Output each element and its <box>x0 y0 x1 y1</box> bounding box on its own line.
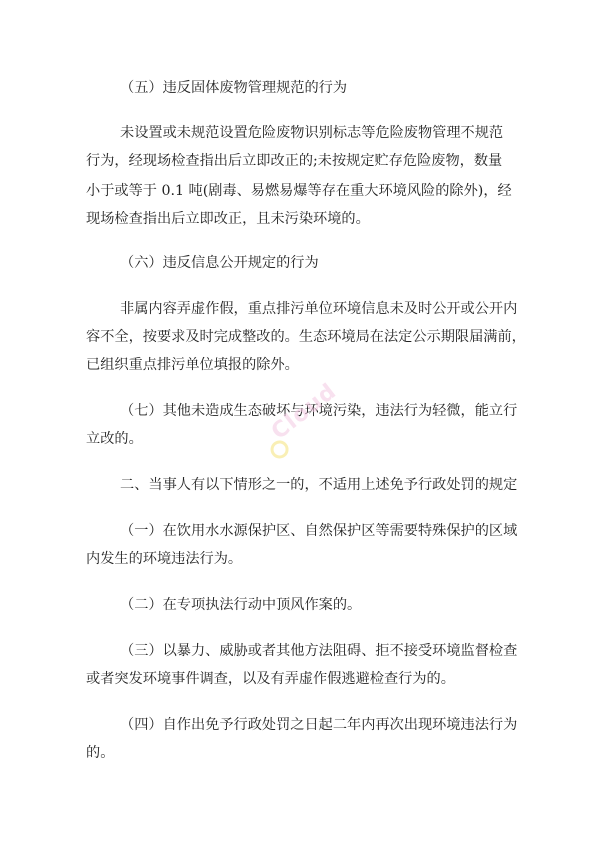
section-heading-5: （五）违反固体废物管理规范的行为 <box>120 80 348 96</box>
paragraph-line: 未设置或未规范设置危险废物识别标志等危险废物管理不规范 <box>120 125 504 141</box>
paragraph-line: 小于或等于 0.1 吨(剧毒、易燃易爆等存在重大环境风险的除外)，经 <box>86 183 512 199</box>
paragraph-line: 现场检查指出后立即改正，且未污染环境的。 <box>86 211 370 227</box>
paragraph-line: 非属内容弄虚作假，重点排污单位环境信息未及时公开或公开内 <box>120 301 518 317</box>
paragraph-line: （四）自作出免予行政处罚之日起二年内再次出现环境违法行为 <box>120 717 518 733</box>
paragraph-line: 已组织重点排污单位填报的除外。 <box>86 357 299 373</box>
paragraph-line: （一）在饮用水水源保护区、自然保护区等需要特殊保护的区域 <box>120 523 518 539</box>
paragraph-line: 行为，经现场检查指出后立即改正的;未按规定贮存危险废物，数量 <box>86 153 503 169</box>
paragraph-line: 或者突发环境事件调查，以及有弄虚作假逃避检查行为的。 <box>86 671 455 687</box>
section-heading-2: 二、当事人有以下情形之一的，不适用上述免予行政处罚的规定 <box>120 477 518 493</box>
paragraph-line: 立改的。 <box>86 431 143 447</box>
paragraph-line: 的。 <box>86 745 115 761</box>
section-heading-6: （六）违反信息公开规定的行为 <box>120 255 319 271</box>
paragraph-line: （三）以暴力、威胁或者其他方法阻碍、拒不接受环境监督检查 <box>120 643 518 659</box>
paragraph-line: 内发生的环境违法行为。 <box>86 551 243 567</box>
section-heading-7: （七）其他未造成生态破坏与环境污染，违法行为轻微，能立行 <box>120 403 518 419</box>
watermark-text: Cloud <box>266 378 342 445</box>
cloud-watermark <box>240 358 366 484</box>
paragraph-line: 容不全，按要求及时完成整改的。生态环境局在法定公示期限届满前， <box>86 329 526 345</box>
paragraph-line: （二）在专项执法行动中顶风作案的。 <box>120 597 362 613</box>
